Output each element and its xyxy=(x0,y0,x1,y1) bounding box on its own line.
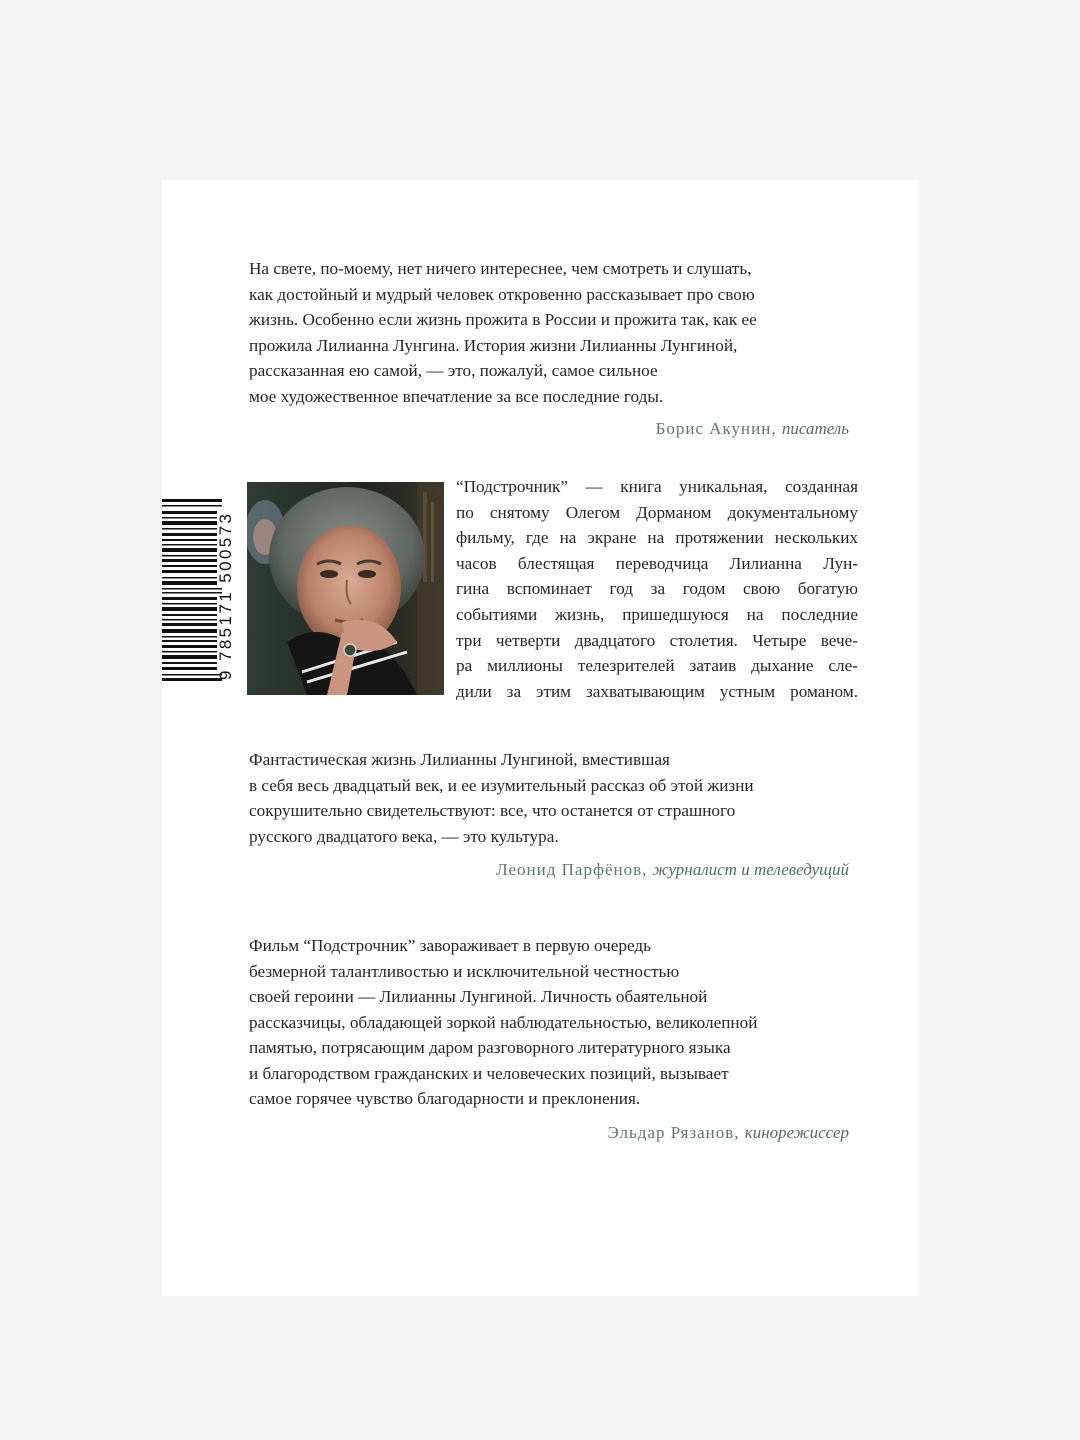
quote-line: безмерной талантливостью и исключительной честностью xyxy=(249,961,680,981)
quote-line: Фильм “Подстрочник” завораживает в первую очередь xyxy=(249,936,652,955)
portrait-image xyxy=(247,482,444,695)
quote-parfenov xyxy=(249,747,754,849)
quote-line: прожила Лилианна Лунгина. История жизни Лилианны Лунгиной, xyxy=(249,335,738,355)
quote-line: русского двадцатого века, — это культура. xyxy=(249,826,559,846)
quote-line: своей героини — Лилианны Лунгиной. Личность обаятельной xyxy=(249,987,708,1006)
description-line: гина вспоминает год за годом свою богатую xyxy=(456,579,858,599)
quote-akunin xyxy=(249,256,757,409)
portrait-photo xyxy=(247,482,444,695)
quote-line: как достойный и мудрый человек откровенно рассказывает про свою xyxy=(249,284,755,304)
description-line: дили за этим захватывающим устным романом. xyxy=(456,681,858,701)
quote-line: На свете, по-моему, нет ничего интереснее, чем смотреть и слушать, xyxy=(249,259,752,278)
attribution-role: журналист и телеведущий xyxy=(652,860,849,879)
isbn-number: 9 785171 500573 xyxy=(216,511,235,680)
attribution-akunin: Борис Акунин, писатель xyxy=(655,419,849,438)
quote-line: в себя весь двадцатый век, и ее изумительный рассказ об этой жизни xyxy=(249,775,754,795)
attribution-author: Борис Акунин xyxy=(655,419,772,438)
description-line: по снятому Олегом Дорманом документальному xyxy=(456,502,858,522)
book-description xyxy=(456,474,858,704)
description-line: ра миллионы телезрителей затаив дыхание сле- xyxy=(456,656,858,676)
quote-line: рассказчицы, обладающей зоркой наблюдательностью, великолепной xyxy=(249,1012,758,1032)
attribution-parfenov: Леонид Парфёнов, журналист и телеведущий xyxy=(496,860,849,879)
quote-line: мое художественное впечатление за все последние годы. xyxy=(249,386,664,406)
attribution-role: кинорежиссер xyxy=(744,1123,849,1142)
quote-line: Фантастическая жизнь Лилианны Лунгиной, вместившая xyxy=(249,750,670,769)
description-line: три четверти двадцатого столетия. Четыре вече- xyxy=(456,630,858,650)
quote-line: жизнь. Особенно если жизнь прожита в России и прожита так, как ее xyxy=(249,310,757,329)
attribution-author: Эльдар Рязанов xyxy=(607,1123,735,1142)
quote-line: памятью, потрясающим даром разговорного литературного языка xyxy=(249,1038,731,1057)
quote-line: сокрушительно свидетельствуют: все, что останется от страшного xyxy=(249,801,736,820)
attribution-author: Леонид Парфёнов xyxy=(496,860,643,879)
quote-line: самое горячее чувство благодарности и преклонения. xyxy=(249,1089,641,1108)
attribution-ryazanov: Эльдар Рязанов, кинорежиссер xyxy=(607,1123,849,1142)
description-line: “Подстрочник” — книга уникальная, созданная xyxy=(456,477,858,496)
quote-line: и благородством гражданских и человеческих позиций, вызывает xyxy=(249,1063,729,1083)
description-line: фильму, где на экране на протяжении нескольких xyxy=(456,528,858,548)
quote-ryazanov xyxy=(249,933,757,1112)
description-line: событиями жизнь, пришедшуюся на последние xyxy=(456,604,858,624)
description-line: часов блестящая переводчица Лилианна Лун- xyxy=(456,553,858,573)
quote-line: рассказанная ею самой, — это, пожалуй, самое сильное xyxy=(249,361,658,380)
attribution-role: писатель xyxy=(781,419,849,438)
